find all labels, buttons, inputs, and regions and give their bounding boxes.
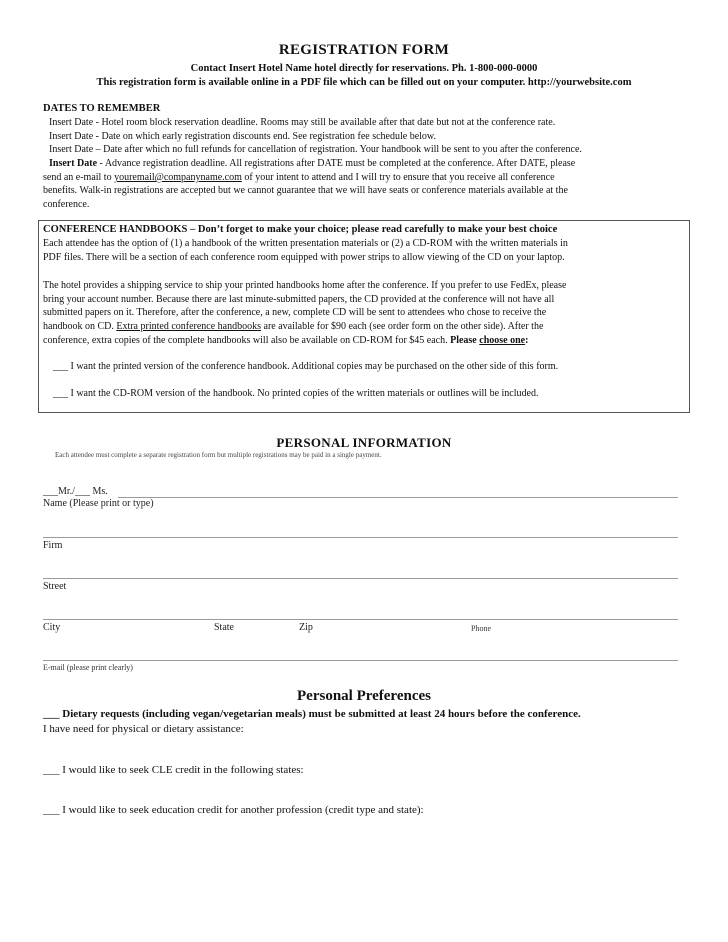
- date-line-early-discount: Insert Date - Date on which early registration discounts end. See registration fee schedule below.: [49, 131, 436, 142]
- street-label: Street: [43, 581, 67, 592]
- date-line-email: [43, 171, 555, 185]
- date-line-room-block: Insert Date - Hotel room block reservation deadline. Rooms may still be available after that date but not at the conference rate.: [49, 117, 556, 128]
- dietary-requests-line[interactable]: ___ Dietary requests (including vegan/vegetarian meals) must be submitted at least 24 hours before the conference.: [43, 708, 581, 720]
- choose-one-prompt: [450, 335, 528, 346]
- form-title: REGISTRATION FORM: [278, 42, 450, 58]
- option-cd-rom-handbook[interactable]: ___ I want the CD-ROM version of the handbook. No printed copies of the written materials or outlines will be included.: [53, 388, 539, 399]
- handbooks-heading: CONFERENCE HANDBOOKS – Don’t forget to make your choice; please read carefully to make your best choice: [43, 224, 558, 235]
- hotel-contact-line: Contact Insert Hotel Name hotel directly for reservations. Ph. 1-800-000-0000: [190, 63, 538, 74]
- extra-handbooks-link[interactable]: Extra printed conference handbooks: [116, 321, 262, 332]
- handbooks-p2-line5: [43, 334, 528, 348]
- assistance-line: I have need for physical or dietary assistance:: [43, 723, 244, 735]
- date-line-advance-deadline: [43, 157, 575, 171]
- name-input-line[interactable]: [118, 497, 678, 498]
- zip-label: Zip: [299, 622, 313, 633]
- email-post-text: of your intent to attend and I will try to ensure that you receive all conference: [241, 172, 555, 183]
- handbooks-p2-line5-pre: conference, extra copies of the complete handbooks will also be available on CD-ROM for $45 each.: [43, 335, 451, 346]
- city-state-zip-phone-line[interactable]: [43, 619, 678, 620]
- street-input-line[interactable]: [43, 578, 678, 579]
- salutation-options[interactable]: ___Mr./___ Ms.: [43, 486, 108, 497]
- dates-heading: DATES TO REMEMBER: [43, 103, 161, 114]
- contact-email-link[interactable]: youremail@companyname.com: [114, 172, 242, 183]
- handbooks-p2-line1: The hotel provides a shipping service to ship your printed handbooks home after the conference. If you prefer to use FedEx, please: [43, 280, 567, 291]
- option-printed-handbook[interactable]: ___ I want the printed version of the conference handbook. Additional copies may be purchased on the other side of this form.: [53, 361, 559, 372]
- city-label: City: [43, 622, 61, 633]
- email-label: E-mail (please print clearly): [43, 663, 133, 672]
- handbooks-p2-line4-post: are available for $90 each (see order form on the other side). After the: [261, 321, 544, 332]
- advance-date-label: Insert Date: [49, 158, 98, 169]
- handbooks-p2-line2: bring your account number. Because there are last minute-submitted papers, the CD provided at the conference will not have all: [43, 294, 555, 305]
- education-credit-line[interactable]: ___ I would like to seek education credit for another profession (credit type and state):: [43, 804, 424, 816]
- choose-one-underlined: choose one: [479, 335, 526, 346]
- email-pre-text: send an e-mail to: [43, 172, 115, 183]
- phone-label: Phone: [471, 624, 491, 633]
- choose-one-please: Please: [450, 335, 480, 346]
- personal-info-title: PERSONAL INFORMATION: [276, 435, 452, 450]
- handbooks-p1-line2: PDF files. There will be a section of each conference room equipped with power strips to allow viewing of the CD on your laptop.: [43, 252, 565, 263]
- advance-date-text: - Advance registration deadline. All registrations after DATE must be completed at the conference. After DATE, please: [97, 158, 576, 169]
- name-label: Name (Please print or type): [43, 498, 154, 509]
- cle-credit-line[interactable]: ___ I would like to seek CLE credit in the following states:: [43, 764, 304, 776]
- firm-input-line[interactable]: [43, 537, 678, 538]
- handbooks-p2-line4-pre: handbook on CD.: [43, 321, 117, 332]
- personal-info-note: Each attendee must complete a separate registration form but multiple registrations may be paid in a single payment.: [55, 451, 382, 459]
- date-line-walkin: benefits. Walk-in registrations are accepted but we cannot guarantee that we will have seats or conference materials available at the: [43, 185, 568, 196]
- handbooks-p2-line4: [43, 320, 543, 334]
- online-availability-line: This registration form is available online in a PDF file which can be filled out on your computer. http://yourwebsite.com: [96, 77, 632, 88]
- choose-one-colon: :: [525, 335, 529, 346]
- date-line-refund: Insert Date – Date after which no full refunds for cancellation of registration. Your handbook will be sent to you after the conference.: [49, 144, 582, 155]
- handbooks-p2-line3: submitted papers on it. Therefore, after the conference, a new, complete CD will be sent to attendees who chose to receive the: [43, 307, 547, 318]
- state-label: State: [214, 622, 234, 633]
- date-line-conference: conference.: [43, 199, 90, 210]
- firm-label: Firm: [43, 540, 63, 551]
- personal-preferences-title: Personal Preferences: [297, 688, 431, 704]
- handbooks-p1-line1: Each attendee has the option of (1) a handbook of the written presentation materials or (2) a CD-ROM with the written materials in: [43, 238, 568, 249]
- email-input-line[interactable]: [43, 660, 678, 661]
